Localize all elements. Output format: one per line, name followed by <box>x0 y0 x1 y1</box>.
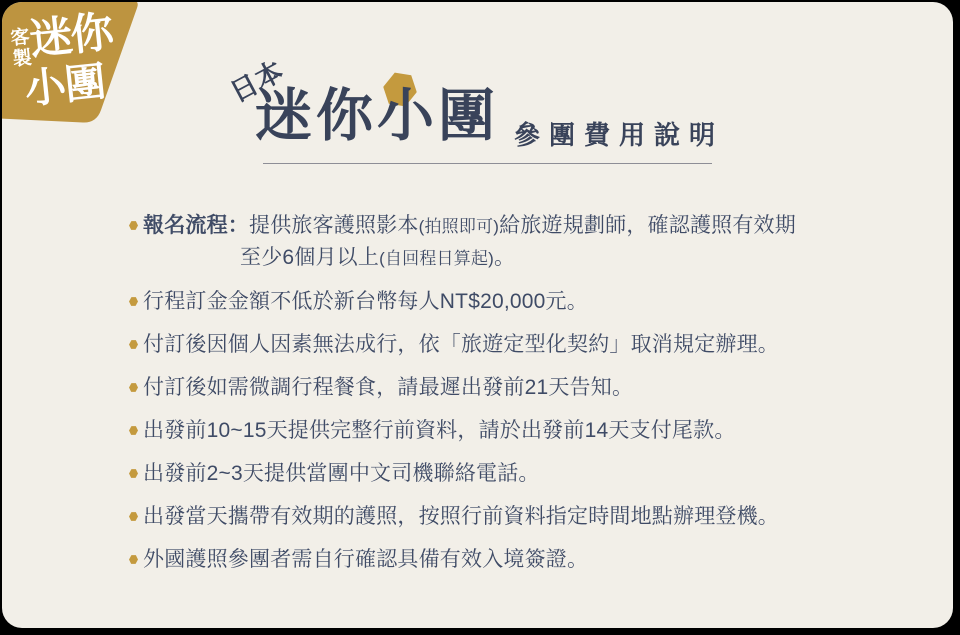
card-background <box>2 2 953 628</box>
title-divider <box>263 163 712 164</box>
list-item <box>127 210 867 274</box>
terms-list <box>127 210 867 587</box>
page-title: 迷你小團 <box>255 84 499 148</box>
country-tag: 日本 <box>225 55 289 109</box>
item-label: 報名流程： <box>143 214 249 237</box>
list-item-text: 外國護照參團者需自行確認具備有效入境簽證。 <box>143 548 589 571</box>
hexagon-bullet-icon <box>129 340 138 349</box>
hexagon-bullet-icon <box>129 383 138 392</box>
list-item-text: 出發前2~3天提供當團中文司機聯絡電話。 <box>143 462 540 485</box>
list-item <box>127 501 867 532</box>
ribbon-line2: 小團 <box>22 58 107 113</box>
list-item-text: 出發前10~15天提供完整行前資料，請於出發前14天支付尾款。 <box>143 419 736 442</box>
list-item-text: 付訂後如需微調行程餐食，請最遲出發前21天告知。 <box>143 376 634 399</box>
ribbon-vertical-label: 客製 <box>9 26 33 71</box>
hexagon-bullet-icon <box>129 297 138 306</box>
list-item <box>127 372 867 403</box>
list-item <box>127 544 867 575</box>
hexagon-bullet-icon <box>129 555 138 564</box>
hexagon-bullet-icon <box>129 469 138 478</box>
list-item-text: 出發當天攜帶有效期的護照，按照行前資料指定時間地點辦理登機。 <box>143 505 779 528</box>
list-item <box>127 329 867 360</box>
list-item <box>127 286 867 317</box>
list-item-text: 行程訂金金額不低於新台幣每人NT$20,000元。 <box>143 290 588 313</box>
page-subtitle: 參團費用說明 <box>514 120 725 150</box>
hexagon-bullet-icon <box>129 221 138 230</box>
list-item <box>127 415 867 446</box>
list-item-text: 報名流程：提供旅客護照影本(拍照即可)給旅遊規劃師，確認護照有效期 至少6個月以上(自回程日算起)。 <box>143 214 796 269</box>
hexagon-bullet-icon <box>129 512 138 521</box>
corner-ribbon <box>4 6 127 129</box>
list-item-text: 付訂後因個人因素無法成行，依「旅遊定型化契約」取消規定辦理。 <box>143 333 779 356</box>
list-item <box>127 458 867 489</box>
hexagon-bullet-icon <box>129 426 138 435</box>
ribbon-line1: 迷你 <box>27 8 114 65</box>
